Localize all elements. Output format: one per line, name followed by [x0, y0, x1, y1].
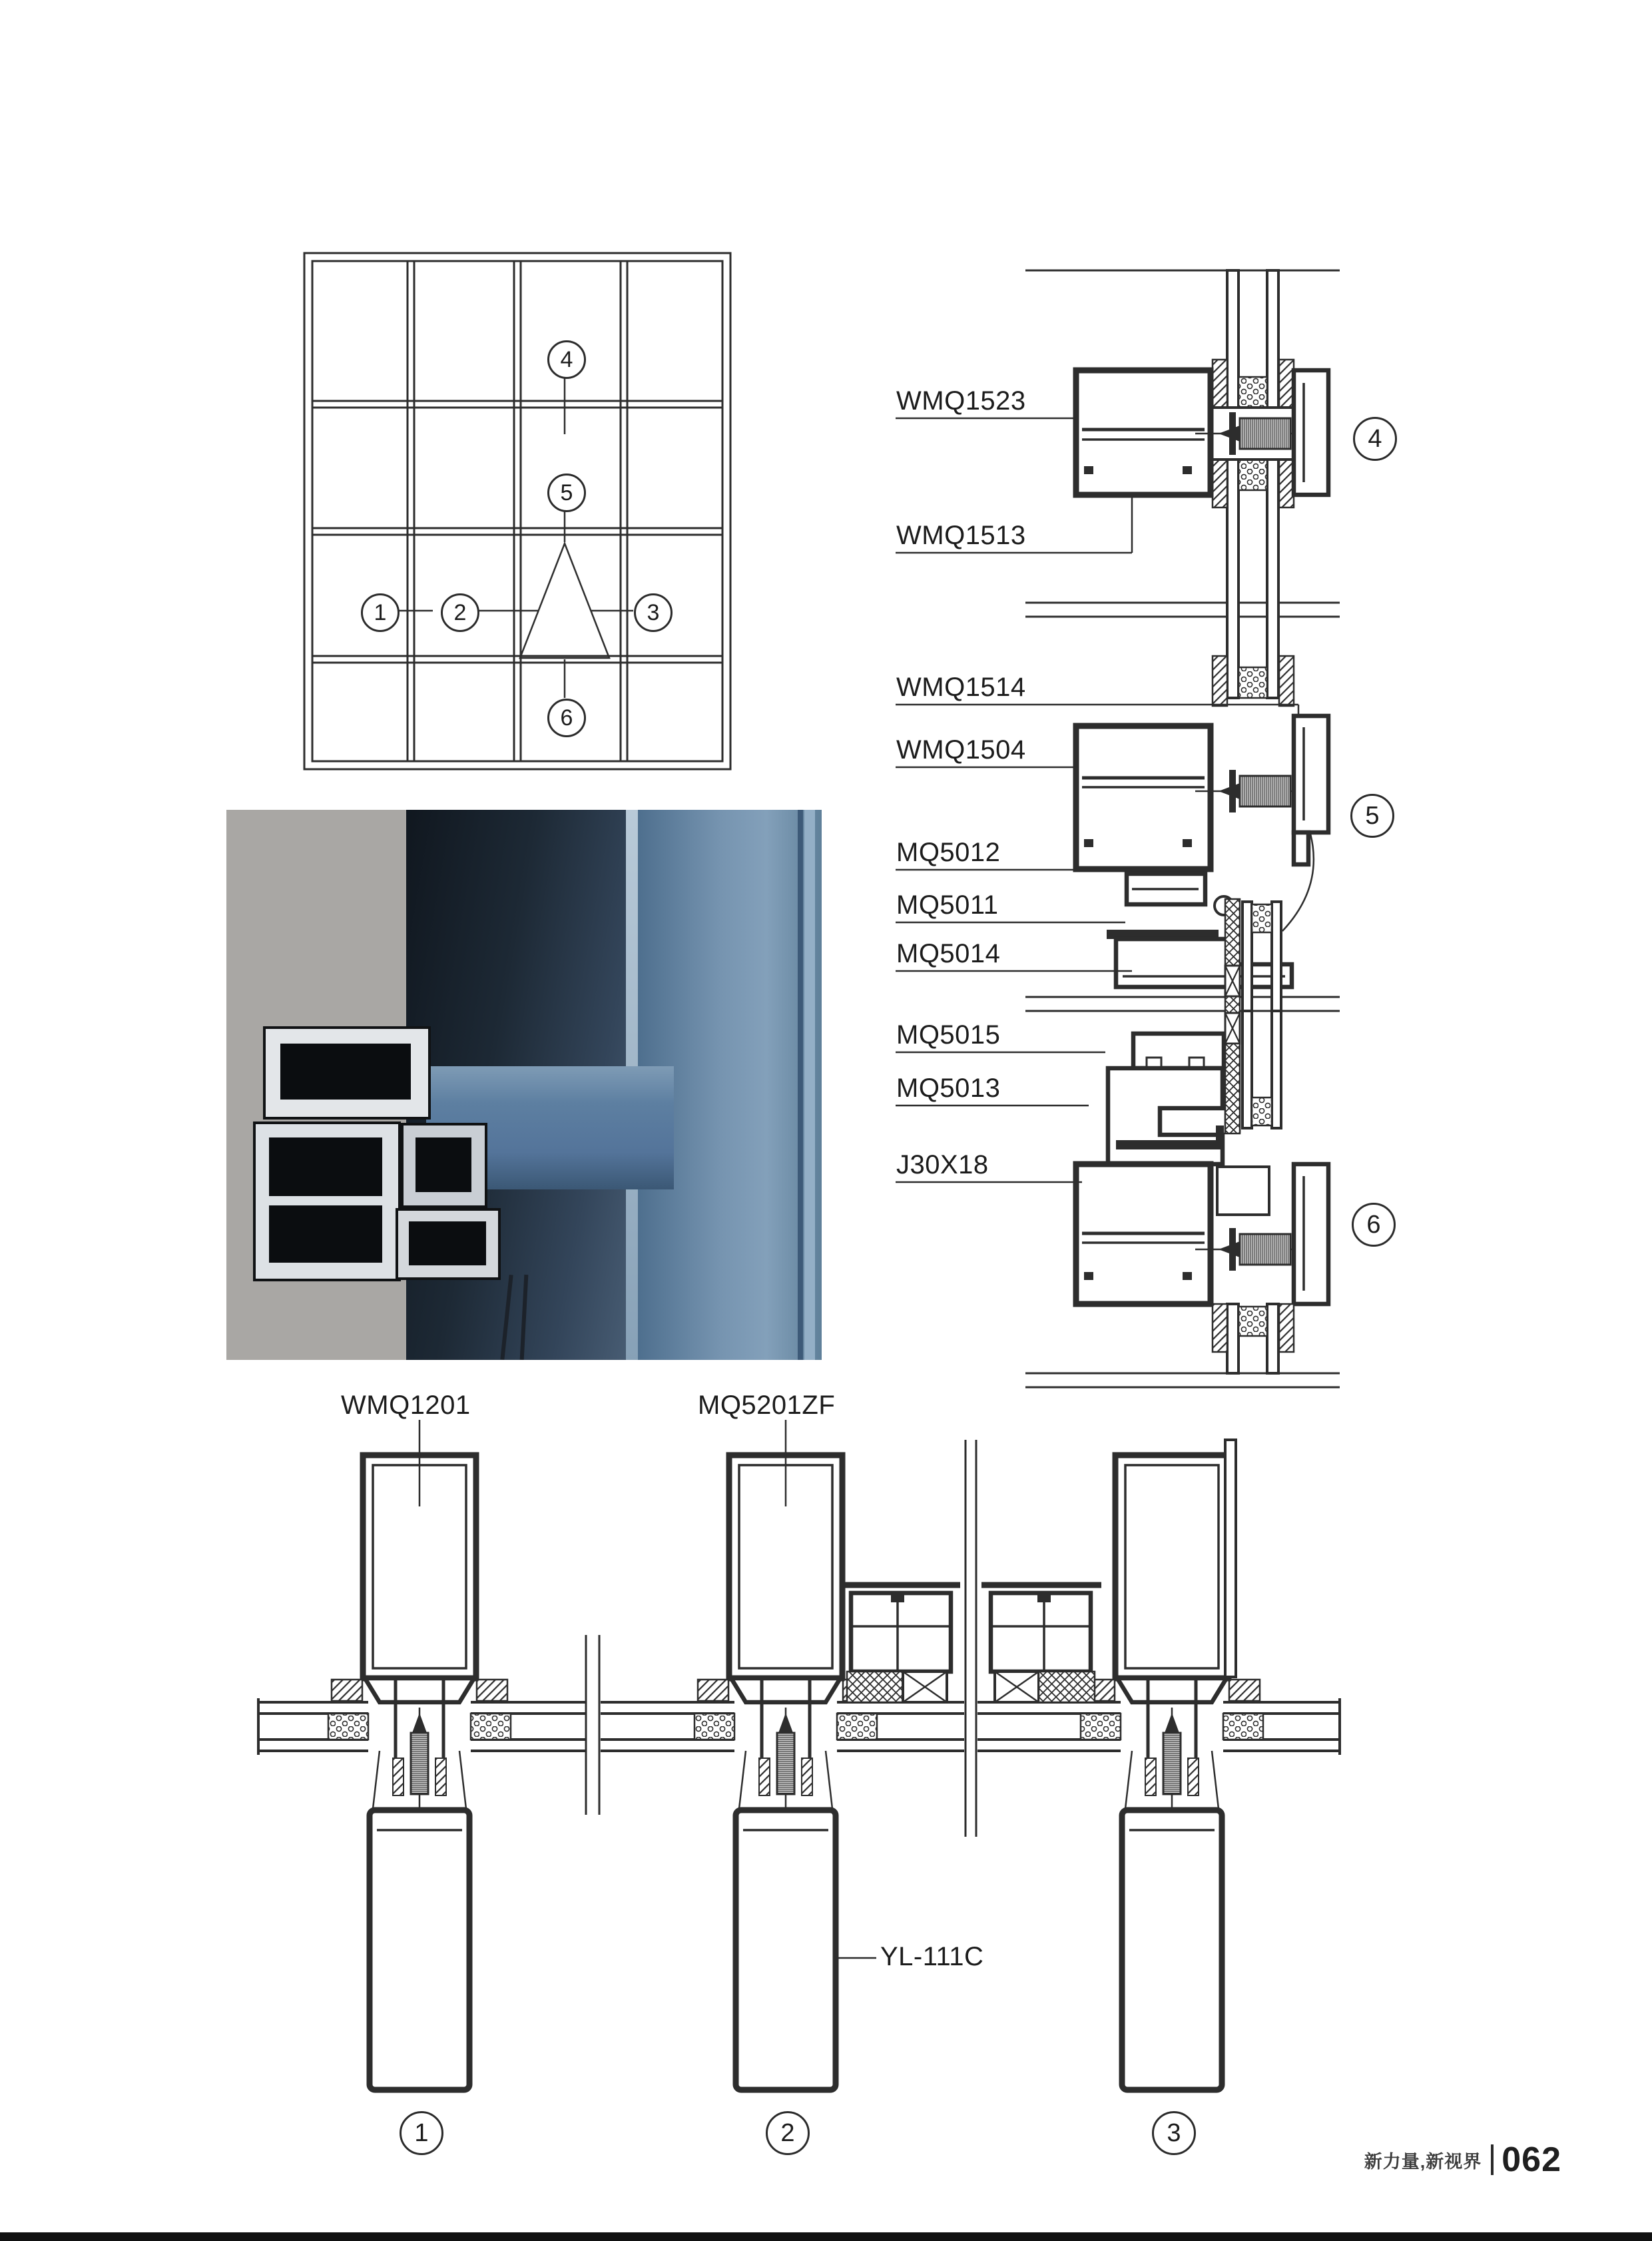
photo-aluminum-profile	[401, 1123, 487, 1208]
callout-3-plan: 3	[1152, 2111, 1196, 2155]
label-mq5012: MQ5012	[896, 838, 1001, 867]
callout-5-elevation: 5	[547, 474, 586, 512]
photo-aluminum-profile	[253, 1121, 401, 1281]
footer-page-number: 062	[1502, 2140, 1561, 2179]
callout-6-elevation: 6	[547, 699, 586, 737]
label-wmq1523: WMQ1523	[896, 386, 1026, 416]
label-mq5013: MQ5013	[896, 1074, 1001, 1103]
elevation-grid-drawing	[293, 246, 746, 779]
callout-3-elevation: 3	[634, 593, 673, 632]
label-mq5015: MQ5015	[896, 1020, 1001, 1050]
plan-mullion-2	[698, 1455, 874, 2090]
label-wmq1504: WMQ1504	[896, 735, 1026, 765]
label-mq5014: MQ5014	[896, 939, 1001, 968]
cover-cap	[1294, 370, 1328, 495]
label-mq5011: MQ5011	[896, 890, 999, 920]
sash-profile-mq5014	[1116, 939, 1292, 987]
foam-column	[1225, 1044, 1240, 1133]
label-j30x18: J30X18	[896, 1150, 989, 1179]
photo-panel-highlight	[804, 810, 815, 1360]
label-mq5201zf: MQ5201ZF	[698, 1391, 836, 1420]
mullion-box	[1076, 726, 1211, 869]
label-wmq1513: WMQ1513	[896, 521, 1026, 550]
vent-sash-right	[981, 1585, 1101, 1702]
mullion-box	[1076, 370, 1211, 495]
label-yl111c: YL-111C	[880, 1942, 984, 1971]
callout-1-elevation: 1	[361, 593, 400, 632]
callout-1-plan: 1	[400, 2111, 443, 2155]
cover-cap	[1294, 716, 1328, 832]
curtain-wall-grid	[304, 253, 730, 769]
sash-profile-mq5013	[1108, 1068, 1223, 1164]
detail-6-section	[1076, 1011, 1328, 1373]
plan-details-drawing	[233, 1432, 1365, 2138]
page-footer	[1364, 2139, 1561, 2180]
label-wmq1514: WMQ1514	[896, 673, 1026, 702]
bottom-bar	[0, 2232, 1652, 2241]
detail-4-section	[1076, 270, 1328, 698]
product-photo	[226, 810, 822, 1360]
cover-cap	[1294, 1164, 1328, 1304]
photo-aluminum-profile	[263, 1026, 431, 1120]
label-wmq1201: WMQ1201	[341, 1391, 471, 1420]
callout-6-detail: 6	[1352, 1203, 1396, 1247]
plan-mullion-1	[332, 1455, 507, 2090]
bracket-j30x18	[1217, 1167, 1269, 1215]
callout-2-plan: 2	[766, 2111, 810, 2155]
footer-divider	[1491, 2144, 1494, 2175]
footer-slogan: 新力量,新视界	[1364, 2151, 1482, 2172]
vent-sash-left	[840, 1585, 960, 1702]
callout-2-elevation: 2	[441, 593, 479, 632]
callout-4-elevation: 4	[547, 340, 586, 379]
callout-5-detail: 5	[1350, 794, 1394, 838]
photo-panel-seam	[798, 810, 803, 1360]
side-cap-plate	[1225, 1440, 1236, 1677]
callout-4-detail: 4	[1353, 417, 1397, 461]
photo-aluminum-profile	[396, 1208, 501, 1280]
